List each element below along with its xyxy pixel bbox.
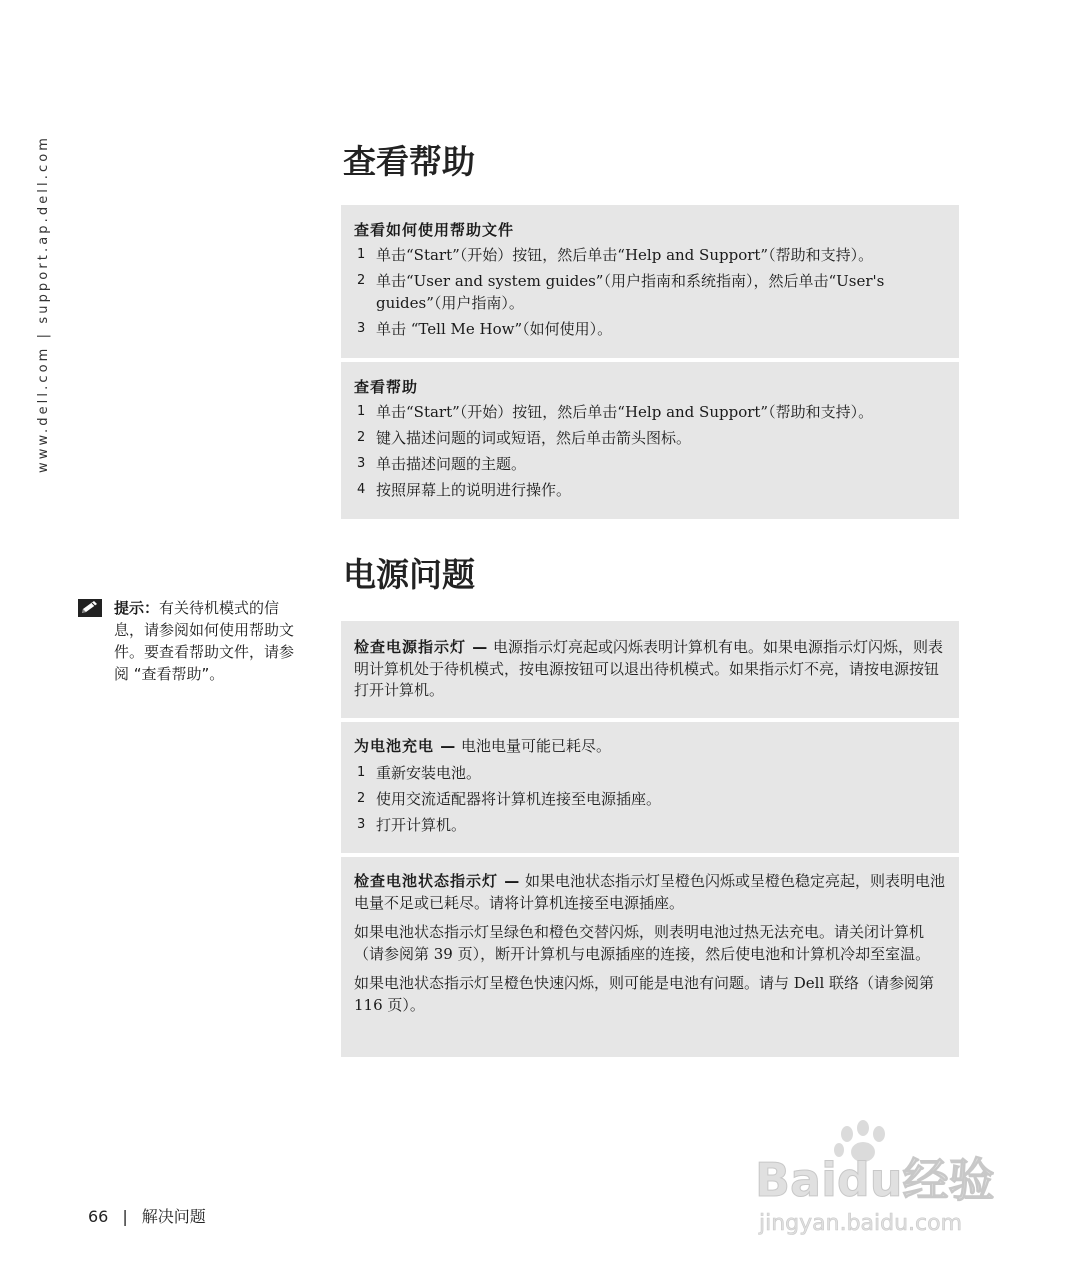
step-number: 3 — [357, 456, 366, 471]
step-text: 单击“Start”（开始）按钮，然后单击“Help and Support”（帮助和支持）。 — [376, 246, 874, 264]
step-number: 1 — [357, 247, 366, 262]
list-item — [354, 244, 947, 266]
battery-charge-paragraph — [354, 736, 947, 758]
step-text: 使用交流适配器将计算机连接至电源插座。 — [376, 789, 662, 808]
note-label: 提示： — [114, 599, 160, 617]
paragraph-text: 电池电量可能已耗尽。 — [456, 737, 612, 755]
step-number: 2 — [357, 430, 366, 445]
list-item — [354, 270, 947, 314]
step-number: 2 — [357, 273, 366, 288]
list-item — [354, 453, 947, 475]
paragraph-lead: 为电池充电 — — [354, 737, 457, 755]
footer-separator: | — [122, 1207, 128, 1226]
step-number: 2 — [357, 790, 366, 806]
paragraph-lead: 检查电池状态指示灯 — — [354, 872, 521, 890]
view-help-box — [341, 362, 959, 519]
battery-charge-box — [341, 722, 959, 853]
power-light-box — [341, 621, 959, 718]
step-text: 按照屏幕上的说明进行操作。 — [376, 481, 572, 499]
note-body — [114, 597, 300, 685]
battery-status-paragraph — [354, 871, 947, 914]
step-number: 3 — [357, 321, 366, 336]
step-number: 1 — [357, 404, 366, 419]
box-heading: 查看帮助 — [354, 378, 419, 396]
paragraph-text: 如果电池状态指示灯呈橙色闪烁或呈橙色稳定亮起，则表明电池电量不足或已耗尽。请将计算机连接至电源插座。 — [354, 872, 946, 912]
step-number: 1 — [357, 764, 366, 780]
step-text: 单击 “Tell Me How”（如何使用）。 — [376, 320, 613, 338]
list-item — [354, 762, 947, 784]
steps-list — [354, 762, 947, 836]
battery-problem-paragraph: 如果电池状态指示灯呈橙色快速闪烁，则可能是电池有问题。请与 Dell 联络（请参阅第 116 页）。 — [354, 974, 935, 1014]
battery-overheat-paragraph: 如果电池状态指示灯呈绿色和橙色交替闪烁，则表明电池过热无法充电。请关闭计算机 （请参阅第 39 页），断开计算机与电源插座的连接，然后使电池和计算机冷却至室温。 — [354, 923, 931, 963]
baidu-watermark — [755, 1118, 1015, 1248]
step-text: 打开计算机。 — [376, 815, 467, 834]
list-item — [354, 427, 947, 449]
section-title-power: 电源问题 — [343, 555, 475, 594]
help-file-box — [341, 205, 959, 358]
step-text: 键入描述问题的词或短语，然后单击箭头图标。 — [376, 429, 692, 447]
page-footer — [88, 1204, 206, 1227]
box-heading: 查看如何使用帮助文件 — [354, 221, 515, 239]
note-text: 有关待机模式的信息，请参阅如何使用帮助文件。要查看帮助文件，请参阅 “查看帮助”。 — [114, 599, 295, 683]
step-number: 4 — [357, 482, 366, 497]
step-number: 3 — [357, 816, 366, 832]
chapter-title: 解决问题 — [141, 1207, 206, 1226]
list-item — [354, 788, 947, 810]
page-number: 66 — [88, 1207, 109, 1226]
power-light-paragraph — [354, 637, 947, 702]
step-text: 单击描述问题的主题。 — [376, 455, 527, 473]
side-url: www.dell.com | support.ap.dell.com — [36, 134, 51, 473]
step-text: 单击“User and system guides”（用户指南和系统指南），然后单击“User's guides”（用户指南）。 — [376, 272, 885, 312]
watermark-url: jingyan.baidu.com — [759, 1211, 963, 1236]
battery-status-box — [341, 857, 959, 1057]
list-item — [354, 318, 947, 340]
watermark-brand: Baidu经验 — [755, 1153, 995, 1207]
paragraph-lead: 检查电源指示灯 — — [354, 638, 489, 656]
list-item — [354, 401, 947, 423]
note-callout — [78, 597, 300, 685]
list-item — [354, 479, 947, 501]
section-title-help: 查看帮助 — [343, 142, 475, 181]
list-item — [354, 814, 947, 836]
steps-list — [354, 401, 947, 501]
step-text: 单击“Start”（开始）按钮，然后单击“Help and Support”（帮助和支持）。 — [376, 403, 874, 421]
paragraph-text: 电源指示灯亮起或闪烁表明计算机有电。如果电源指示灯闪烁，则表明计算机处于待机模式，按电源按钮可以退出待机模式。如果指示灯不亮，请按电源按钮打开计算机。 — [354, 638, 944, 699]
step-text: 重新安装电池。 — [376, 763, 482, 782]
pencil-note-icon — [78, 599, 102, 617]
steps-list — [354, 244, 947, 340]
